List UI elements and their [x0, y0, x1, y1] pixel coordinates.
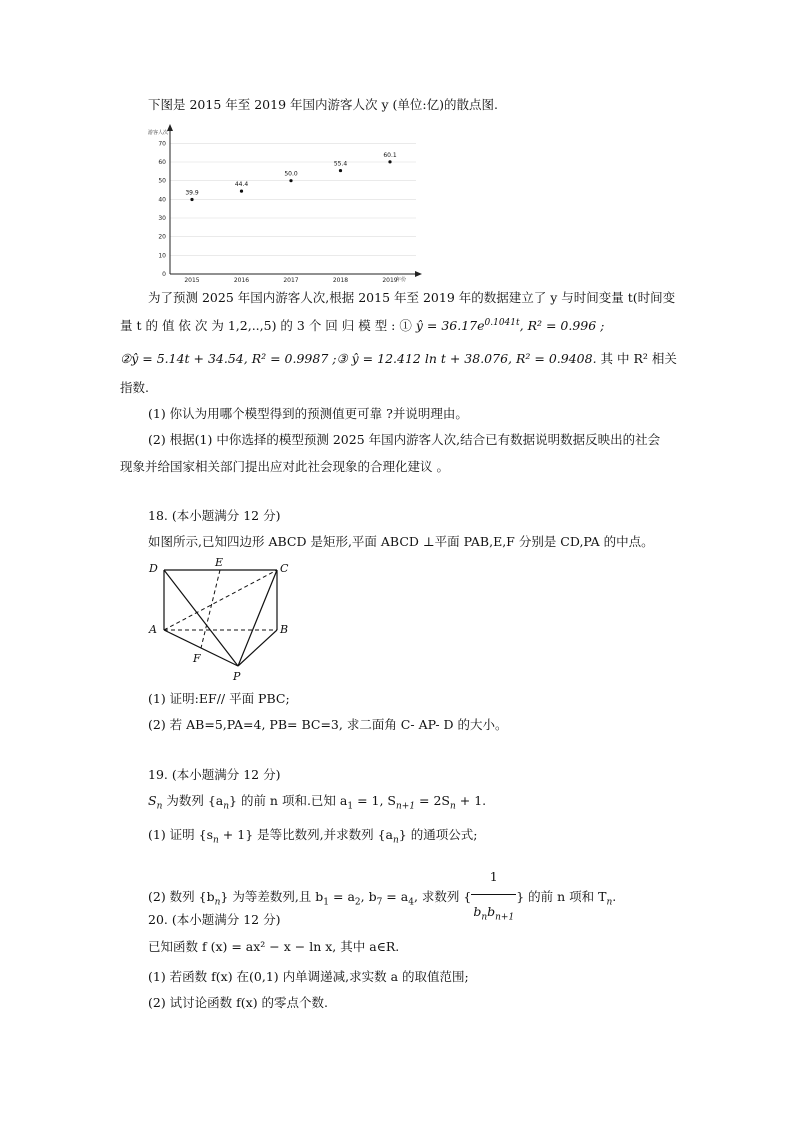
- p20-title: 20. (本小题满分 12 分): [148, 912, 281, 927]
- intro-text: 下图是 2015 年至 2019 年国内游客人次 y (单位:亿)的散点图.: [148, 97, 498, 112]
- scatter-chart: [146, 122, 426, 282]
- data-label: 39.9: [185, 189, 199, 197]
- x-tick-label: 2019: [382, 277, 398, 282]
- label-B: B: [280, 623, 289, 636]
- fraction-1-over-bnbn1: $\frac{1}{b_nb_{n+1}}$: [471, 860, 516, 935]
- data-label: 44.4: [234, 181, 249, 189]
- y-tick-label: 60: [158, 159, 166, 166]
- p17-question1: (1) 你认为用哪个模型得到的预测值更可靠 ?并说明理由。: [148, 406, 468, 421]
- label-F: F: [193, 652, 201, 665]
- data-point: [388, 160, 391, 163]
- x-tick-label: 2015: [184, 277, 200, 282]
- y-tick-label: 30: [158, 215, 166, 222]
- edge-DP: [164, 570, 238, 666]
- label-A: A: [149, 623, 157, 636]
- x-tick-label: 2017: [283, 277, 299, 282]
- p19-question2: (2) 数列 $\{b_n\}$ 为等差数列,且 $b_1 = a_2$, $b_7 = a_4$, 求数列 { $\frac{1}{b_nb_{n+1}}$ } 的前 n 项和 $T_n$.: [148, 860, 616, 935]
- x-axis-label: 年份: [396, 277, 407, 282]
- p17-text-line2: [120, 316, 604, 334]
- y-tick-label: 20: [158, 233, 166, 241]
- y-tick-label: 0: [162, 271, 166, 278]
- data-point: [339, 169, 342, 172]
- model1: ŷ = $36.17e^{0.1041t}$, R² = 0.996 ;: [415, 317, 605, 333]
- x-axis-arrow: [415, 271, 422, 277]
- p17-text-line2-start: 量 t 的 值 依 次 为 1,2,..,5) 的 3 个 回 归 模 型 : ①: [120, 318, 416, 333]
- p18-title: 18. (本小题满分 12 分): [148, 508, 281, 523]
- y-tick-label: 70: [158, 140, 166, 148]
- p18-question1: (1) 证明:EF// 平面 PBC;: [148, 691, 290, 706]
- p20-question1: (1) 若函数 f(x) 在(0,1) 内单调递减,求实数 a 的取值范围;: [148, 969, 469, 984]
- data-label: 60.1: [383, 151, 397, 159]
- edge-AC: [164, 570, 277, 630]
- p17-question2-line2: 现象并给国家相关部门提出应对此社会现象的合理化建议 。: [120, 459, 449, 474]
- p17-text-line4: 指数.: [120, 380, 149, 395]
- data-point: [240, 190, 243, 193]
- p17-text-line3: [120, 349, 677, 367]
- edge-BP: [238, 630, 277, 666]
- p18-question2: (2) 若 AB=5,PA=4, PB= BC=3, 求二面角 C- AP- D 的大小。: [148, 717, 508, 732]
- p20-text: 已知函数 f (x) = ax² − x − ln x, 其中 a∈R.: [148, 939, 400, 954]
- label-E: E: [215, 558, 224, 569]
- p20-question2: (2) 试讨论函数 f(x) 的零点个数.: [148, 995, 329, 1010]
- y-tick-label: 40: [158, 196, 166, 204]
- edge-CP: [238, 570, 277, 666]
- label-P: P: [233, 670, 241, 683]
- y-axis-label: 游客人次: [148, 130, 169, 136]
- p19-text: $S_n$ 为数列 $\{a_n\}$ 的前 n 项和.已知 $a_1 = 1$, $S_{n+1} = 2S_n + 1$.: [148, 793, 487, 812]
- data-point: [190, 198, 193, 201]
- data-label: 50.0: [284, 170, 298, 178]
- data-label: 55.4: [333, 160, 348, 168]
- model2-model3: ②ŷ = 5.14t + 34.54, R² = 0.9987 ;③ ŷ = 12.412 ln t + 38.076, R² = 0.9408.: [120, 351, 601, 366]
- x-tick-label: 2016: [233, 277, 250, 282]
- p17-question2-line1: (2) 根据(1) 中你选择的模型预测 2025 年国内游客人次,结合已有数据说明数据反映出的社会: [148, 432, 661, 447]
- geometry-figure: [146, 558, 306, 688]
- y-tick-label: 10: [158, 252, 166, 260]
- chart-grid: [170, 143, 416, 255]
- label-D: D: [149, 562, 158, 575]
- data-point: [289, 179, 292, 182]
- x-tick-label: 2018: [332, 277, 349, 282]
- p19-question1: (1) 证明 $\{s_n + 1\}$ 是等比数列,并求数列 $\{a_n\}$ 的通项公式;: [148, 827, 478, 846]
- label-C: C: [280, 562, 289, 575]
- p18-text: 如图所示,已知四边形 ABCD 是矩形,平面 ABCD ⊥平面 PAB,E,F 分别是 CD,PA 的中点。: [148, 534, 654, 549]
- p17-r2-note: 其 中 R² 相关: [600, 351, 677, 366]
- y-tick-label: 50: [158, 177, 166, 185]
- p17-text-line1: 为了预测 2025 年国内游客人次,根据 2015 年至 2019 年的数据建立了 y 与时间变量 t(时间变: [148, 290, 676, 305]
- p19-title: 19. (本小题满分 12 分): [148, 767, 281, 782]
